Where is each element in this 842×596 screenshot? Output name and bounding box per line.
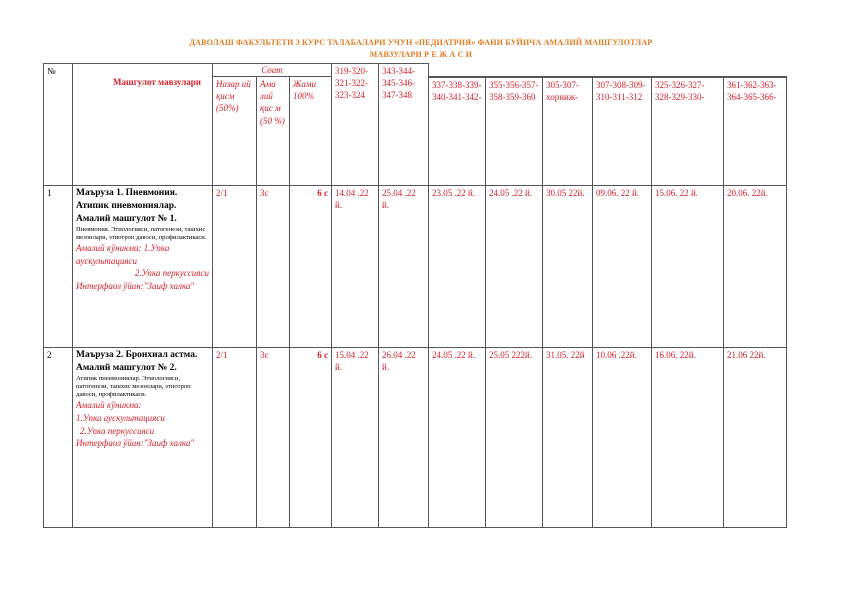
date-cell: 31.05. 22й [543, 348, 593, 528]
date-cell: 09.06. 22 й. [593, 186, 652, 348]
lecture-subtitle: Пневмония. Атипик пневмониялар. [76, 188, 178, 212]
practice-title: Амалий машгулот № 2. [76, 362, 177, 373]
practical-skills-3: 2.Упка перкуссияси [80, 425, 155, 436]
date-cell: 21.06 22й. [724, 348, 787, 528]
theory-hours: 2/1 [213, 186, 257, 348]
date-cell: 25.05 222й. [486, 348, 543, 528]
practical-skills-2: 2.Упка перкуссияси [134, 268, 209, 279]
date-cell: 14.04 .22 й. [332, 186, 379, 348]
date-cell: 24.05 .22 й. [486, 186, 543, 348]
practice-hours: 3с [257, 348, 290, 528]
row-number: 2 [44, 348, 73, 528]
interactive-game: Интерфаол ўйин:"Заиф халка" [76, 438, 195, 449]
practice-title: Амалий машгулот № 1. [76, 213, 177, 224]
practice-description: Пневмония. Этиологияси, патогенези, ташхис мезонлари, этиотроп давоси, профилактикаси. [76, 225, 207, 241]
header-group-8: 361-362-363-364-365-366- [724, 78, 787, 186]
header-hours: Соат [213, 64, 332, 77]
date-cell: 30.05 22й. [543, 186, 593, 348]
header-practice: Ама лий қис м (50 %) [257, 77, 290, 186]
total-hours: 6 с [290, 348, 332, 528]
header-theory: Назар ий қисм (50%) [213, 77, 257, 186]
lecture-title: Маъруза 2. Бронхиал астма. [76, 350, 198, 361]
table-row [44, 186, 787, 348]
lecture-title: Маъруза 1. [76, 188, 124, 199]
practice-description: Атипик пневмониялар. Этиологияси, патогенези, ташхис мезонлари, этиотроп давоси, профилактикаси. [76, 374, 191, 399]
date-cell: 23.05 .22 й. [429, 186, 486, 348]
header-group-7: 325-326-327-328-329-330- [652, 78, 724, 186]
date-cell: 15.06. 22 й. [652, 186, 724, 348]
theory-hours: 2/1 [213, 348, 257, 528]
date-cell: 24.05 .22 й. [429, 348, 486, 528]
date-cell: 16.06. 22й. [652, 348, 724, 528]
practical-skills-2: 1.Упка аускультацияси [76, 413, 165, 424]
total-hours: 6 с [290, 186, 332, 348]
date-cell: 15.04 .22 й. [332, 348, 379, 528]
schedule-table [43, 63, 787, 528]
document-subtitle: МАВЗУЛАРИ Р Е Ж А С И [369, 50, 473, 59]
table-row [44, 348, 787, 528]
header-total: Жами 100% [290, 77, 332, 186]
header-group-6: 307-308-309-310-311-312 [593, 78, 652, 186]
date-cell: 26.04 .22 й. [379, 348, 429, 528]
document-title: ДАВОЛАШ ФАКУЛЬТЕТИ 3 КУРС ТАЛАБАЛАРИ УЧУН «ПЕДИАТРИЯ» ФАНИ БУЙИЧА АМАЛИЙ МАШГУЛОТЛАР [189, 38, 653, 47]
interactive-game: Интерфаол ўйин:"Заиф халка" [76, 280, 195, 291]
row-number: 1 [44, 186, 73, 348]
header-group-1: 319-320-321-322-323-324 [332, 64, 379, 186]
header-group-4: 355-356-357-358-359-360 [486, 78, 543, 186]
header-topics: Машгулот мавзулари [73, 64, 213, 186]
row-topic [73, 186, 213, 348]
practical-skills: Амалий кўникма: [76, 400, 142, 411]
row-topic [73, 348, 213, 528]
practical-skills: Амалий кўникма: 1.Упка аускультацияси [76, 243, 170, 266]
date-cell: 20.06. 22й. [724, 186, 787, 348]
header-number: № [44, 64, 73, 186]
header-group-3: 337-338-339-340-341-342- [429, 78, 486, 186]
header-group-2: 343-344-345-346-347-348 [379, 64, 429, 186]
date-cell: 25.04 .22 й. [379, 186, 429, 348]
header-group-5: 305-307-хорниж- [543, 78, 593, 186]
date-cell: 10.06 .22й. [593, 348, 652, 528]
practice-hours: 3с [257, 186, 290, 348]
header-blank [429, 64, 787, 77]
